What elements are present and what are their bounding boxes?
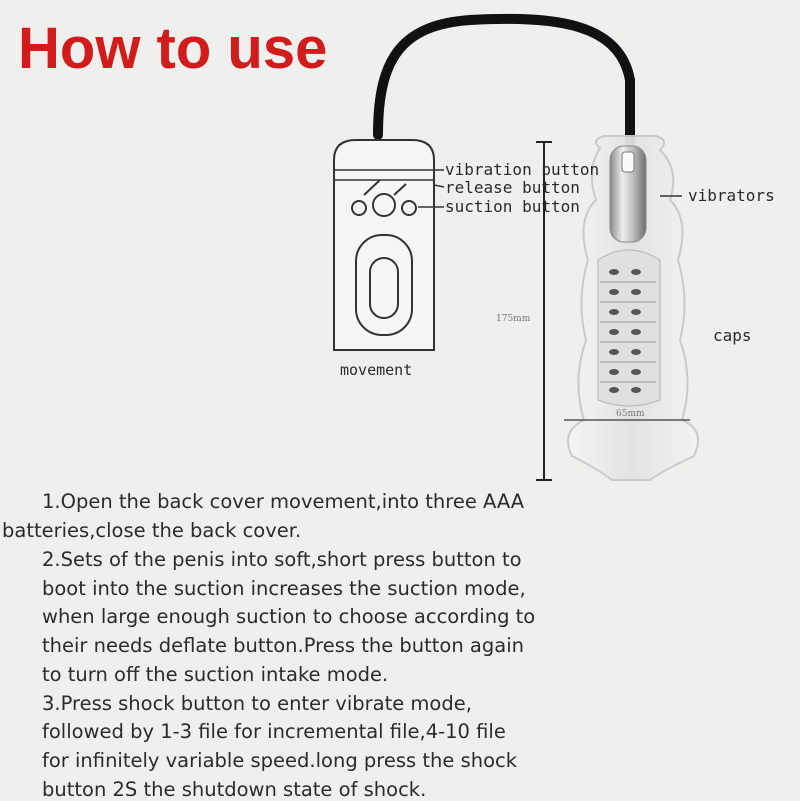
vibrators-label: vibrators xyxy=(688,186,775,205)
instruction-line: button 2S the shutdown state of shock. xyxy=(42,778,427,801)
instruction-line: their needs deflate button.Press the button again xyxy=(42,634,524,657)
vibration-button-label: vibration button xyxy=(445,160,600,179)
caps-label: caps xyxy=(713,326,752,345)
instruction-line: when large enough suction to choose according to xyxy=(42,605,536,628)
instruction-line: batteries,close the back cover. xyxy=(2,519,302,542)
suction-cup xyxy=(564,136,698,480)
instruction-line: 3.Press shock button to enter vibrate mode, xyxy=(42,692,472,715)
instruction-line: 2.Sets of the penis into soft,short press button to xyxy=(42,548,522,571)
height-dimension-label: 175mm xyxy=(496,314,531,324)
instruction-line: 1.Open the back cover movement,into three AAA xyxy=(42,490,525,513)
movement-label: movement xyxy=(340,361,413,379)
release-button-label: release button xyxy=(445,178,580,197)
width-dimension-label: 65mm xyxy=(616,409,645,419)
instruction-line: to turn off the suction intake mode. xyxy=(42,663,389,686)
suction-button-label: suction button xyxy=(445,197,580,216)
air-tube xyxy=(378,19,630,145)
instruction-line: boot into the suction increases the suction mode, xyxy=(42,577,526,600)
instruction-line: for infinitely variable speed.long press the shock xyxy=(42,749,518,772)
page-title: How to use xyxy=(18,16,328,81)
remote-controller xyxy=(334,140,444,350)
instruction-line: followed by 1-3 file for incremental file,4-10 file xyxy=(42,720,506,743)
